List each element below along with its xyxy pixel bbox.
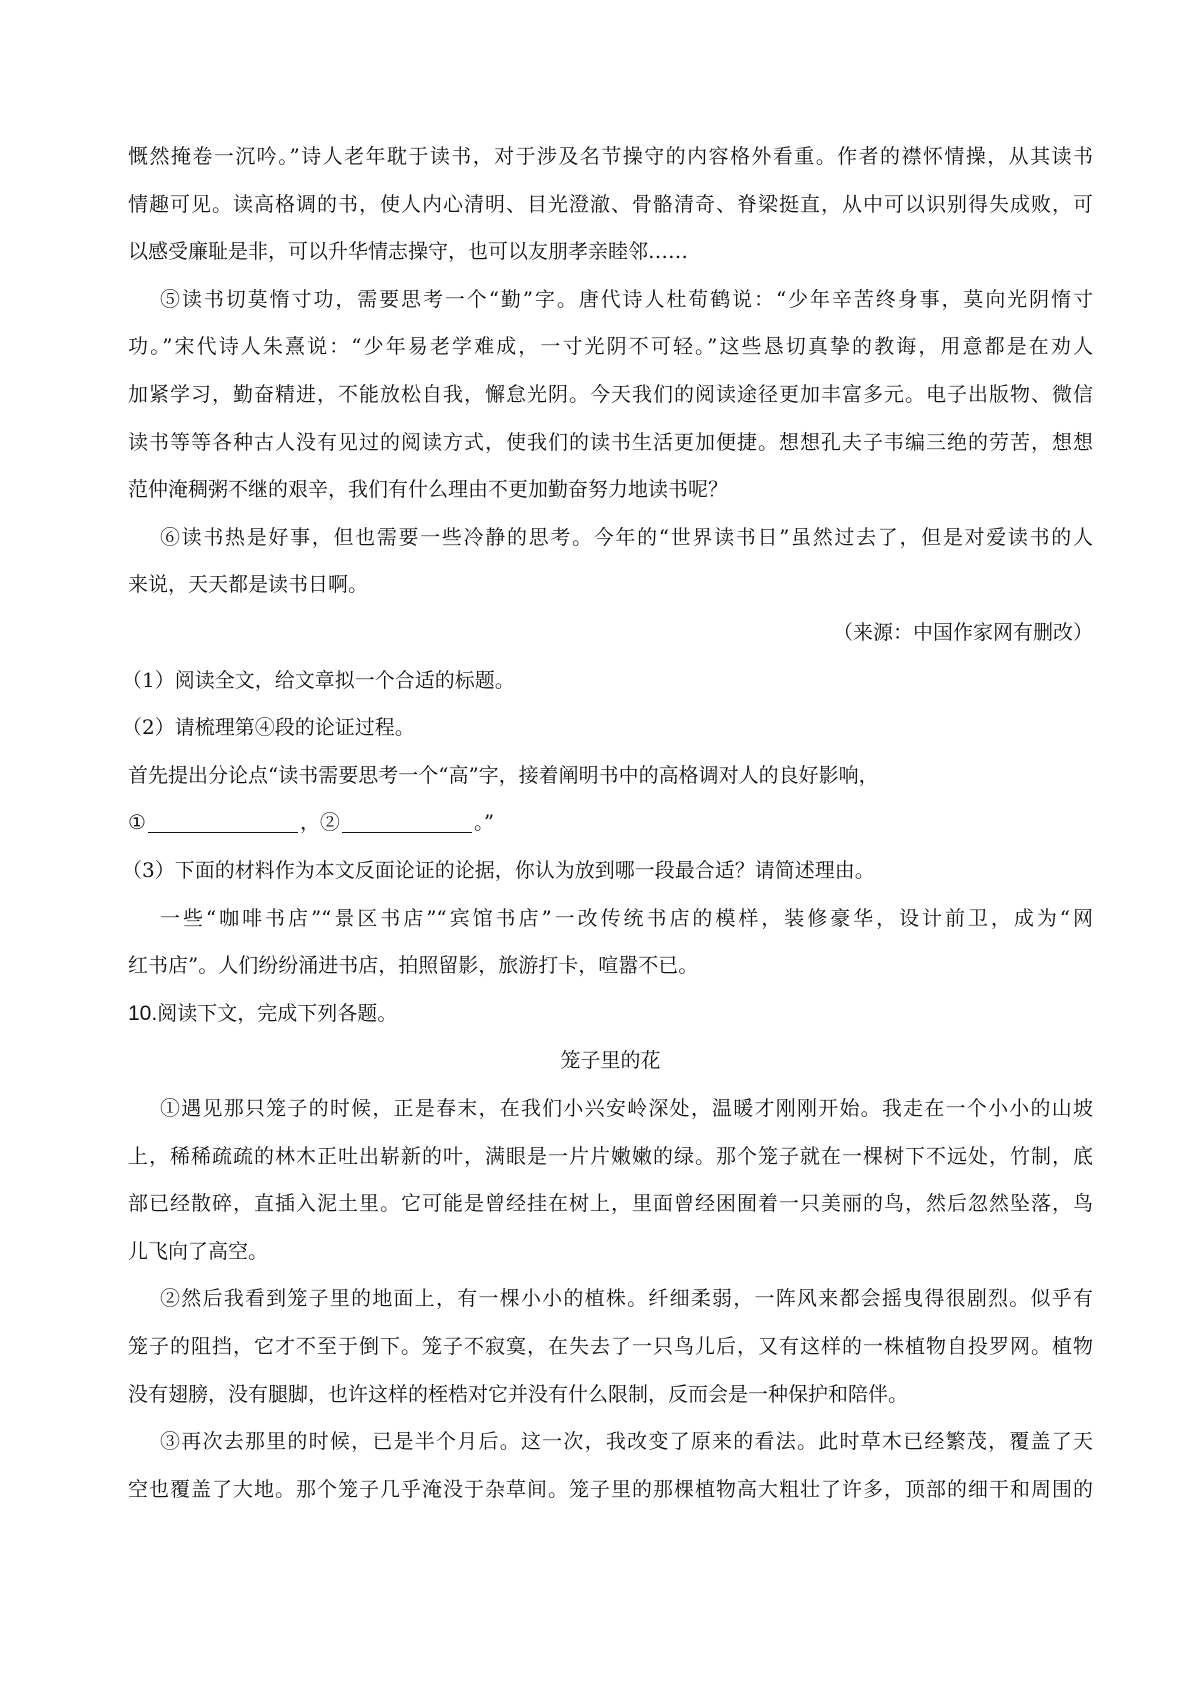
blank-separator: ，② — [299, 810, 340, 835]
paragraph-line: 部已经散碎，直插入泥土里。它可能是曾经挂在树上，里面曾经困囿着一只美丽的鸟，然后忽然坠落，鸟 — [128, 1191, 1093, 1216]
blank-end: 。” — [473, 810, 495, 835]
question-2-lead: 首先提出分论点“读书需要思考一个“高”字，接着阐明书中的高格调对人的良好影响， — [128, 762, 879, 787]
paragraph-line: ⑤读书切莫惰寸功，需要思考一个“勤”字。唐代诗人杜荀鹤说：“少年辛苦终身事，莫向光阴惰寸 — [160, 286, 1093, 311]
item-number: 10. — [128, 1001, 158, 1025]
source-note: （来源：中国作家网有删改） — [833, 620, 1093, 644]
paragraph-line: ③再次去那里的时候，已是半个月后。这一次，我改变了原来的看法。此时草木已经繁茂，覆盖了天 — [160, 1429, 1093, 1454]
paragraph-line: 来说，天天都是读书日啊。 — [128, 572, 368, 597]
paragraph-line: ①遇见那只笼子的时候，正是春末，在我们小兴安岭深处，温暖才刚刚开始。我走在一个小小的山坡 — [160, 1096, 1093, 1120]
paragraph-line: 儿飞向了高空。 — [128, 1238, 268, 1263]
question-3: （3）下面的材料作为本文反面论证的论据，你认为放到哪一段最合适？请简述理由。 — [122, 858, 875, 882]
paragraph-line: 没有翅膀，没有腿脚，也许这样的桎梏对它并没有什么限制，反而会是一种保护和陪伴。 — [128, 1381, 908, 1406]
paragraph-line: 加紧学习，勤奋精进，不能放松自我，懈怠光阴。今天我们的阅读途径更加丰富多元。电子出版物、微信 — [128, 382, 1093, 406]
paragraph-line: 慨然掩卷一沉吟。”诗人老年耽于读书，对于涉及名节操守的内容格外看重。作者的襟怀情操，从其读书 — [128, 144, 1093, 168]
paragraph-line: 范仲淹稠粥不继的艰辛，我们有什么理由不更加勤奋努力地读书呢？ — [128, 477, 728, 502]
item-instruction: 阅读下文，完成下列各题。 — [157, 1000, 398, 1025]
answer-blank-1[interactable] — [148, 812, 298, 833]
question-2: （2）请梳理第④段的论证过程。 — [122, 715, 415, 740]
material-line: 红书店”。人们纷纷涌进书店，拍照留影，旅游打卡，喧嚣不已。 — [128, 953, 699, 978]
paragraph-line: 空也覆盖了大地。那个笼子几乎淹没于杂草间。笼子里的那棵植物高大粗壮了许多，顶部的细干和周围的 — [128, 1476, 1093, 1501]
article-title: 笼子里的花 — [560, 1048, 661, 1073]
item-10-header — [128, 999, 1093, 1028]
paragraph-line: 上，稀稀疏疏的林木正吐出崭新的叶，满眼是一片片嫩嫩的绿。那个笼子就在一棵树下不远处，竹制，底 — [128, 1143, 1093, 1168]
paragraph-line: 读书等等各种古人没有见过的阅读方式，使我们的读书生活更加便捷。想想孔夫子韦编三绝的劳苦，想想 — [128, 429, 1093, 454]
blank-label-1: ① — [128, 810, 146, 835]
question-2-blanks — [128, 808, 1093, 836]
question-1: （1）阅读全文，给文章拟一个合适的标题。 — [122, 667, 515, 692]
paragraph-line: 情趣可见。读高格调的书，使人内心清明、目光澄澈、骨骼清奇、脊梁挺直，从中可以识别得失成败，可 — [128, 191, 1093, 216]
paragraph-line: ②然后我看到笼子里的地面上，有一棵小小的植株。纤细柔弱，一阵风来都会摇曳得很剧烈。似乎有 — [160, 1286, 1093, 1311]
paragraph-line: 以感受廉耻是非，可以升华情志操守，也可以友朋孝亲睦邻…… — [128, 239, 688, 264]
material-line: 一些“咖啡书店”“景区书店”“宾馆书店”一改传统书店的模样，装修豪华，设计前卫，成为“网 — [160, 905, 1093, 930]
paragraph-line: 笼子的阻挡，它才不至于倒下。笼子不寂寞，在失去了一只鸟儿后，又有这样的一株植物自投罗网。植物 — [128, 1334, 1093, 1358]
paragraph-line: ⑥读书热是好事，但也需要一些冷静的思考。今年的“世界读书日”虽然过去了，但是对爱读书的人 — [160, 524, 1093, 549]
paragraph-line: 功。”宋代诗人朱熹说：“少年易老学难成，一寸光阴不可轻。”这些恳切真挚的教诲，用意都是在劝人 — [128, 334, 1093, 359]
answer-blank-2[interactable] — [342, 812, 472, 833]
